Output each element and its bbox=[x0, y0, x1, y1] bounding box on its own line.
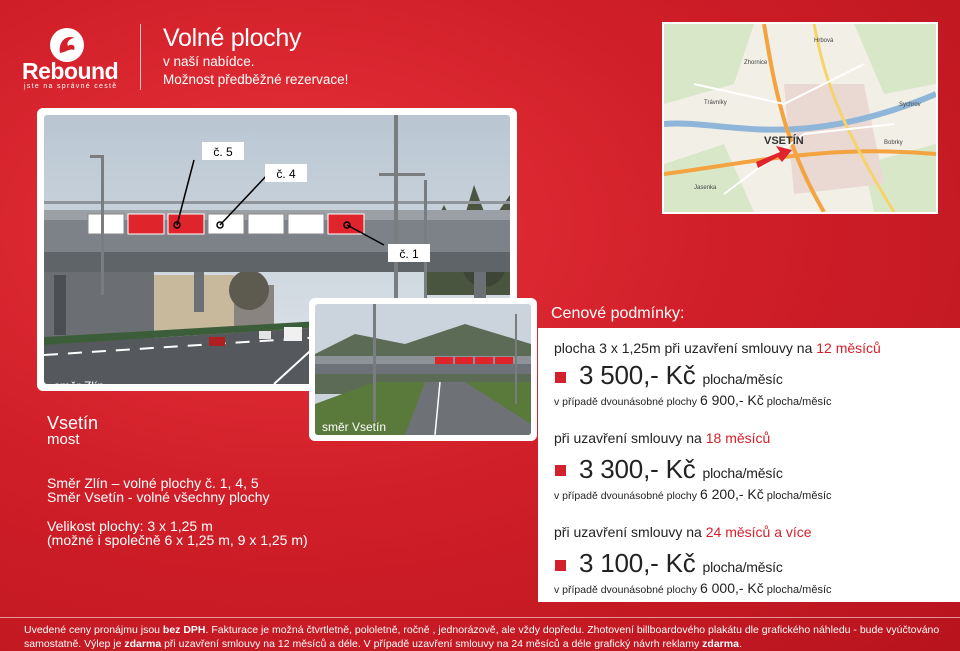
tier-18-bullet-icon bbox=[555, 465, 566, 476]
tier-18-condition: při uzavření smlouvy na 18 měsíců bbox=[554, 430, 771, 446]
surface-size-combined: (možné i společně 6 x 1,25 m, 9 x 1,25 m) bbox=[47, 532, 308, 548]
svg-text:Zhornice: Zhornice bbox=[744, 60, 768, 66]
footer-terms: Uvedené ceny pronájmu jsou bez DPH. Fakturace je možná čtvrtletně, pololetně, ročně , jednorázově, ale vždy dopředu. Zhotovení billboardového plakátu dle grafického náhledu - bude vyúčtováno samostatně. Výlep je zdarma při uzavření smlouvy na 12 měsíců a déle. V případě uzavření smlouvy na 24 měsíců a déle grafický návrh reklamy zdarma. bbox=[24, 624, 940, 650]
page-title: Volné plochy bbox=[163, 24, 302, 52]
tier-24-double-price: v případě dvounásobné plochy 6 000,- Kč plocha/měsíc bbox=[554, 580, 832, 596]
rebound-logo[interactable] bbox=[22, 28, 118, 98]
svg-text:Sychrov: Sychrov bbox=[899, 102, 921, 108]
logo-wordmark: Rebound bbox=[22, 58, 119, 84]
map-city-label: VSETÍN bbox=[764, 135, 804, 147]
page-subtitle-reservation: Možnost předběžné rezervace! bbox=[163, 72, 349, 87]
tier-12-price: 3 500,- Kč plocha/měsíc bbox=[579, 360, 783, 390]
tier-12-condition: plocha 3 x 1,25m při uzavření smlouvy na 12 měsíců bbox=[554, 340, 881, 356]
billboard-label-c4: č. 4 bbox=[276, 167, 296, 181]
page-subtitle: v naší nabídce. bbox=[163, 54, 255, 69]
logo-tagline: jste na správné cestě bbox=[24, 83, 118, 90]
location-title: Vsetín bbox=[47, 413, 99, 433]
svg-text:Bobrky: Bobrky bbox=[884, 140, 903, 146]
availability-vsetin: Směr Vsetín - volné všechny plochy bbox=[47, 489, 270, 505]
tier-24-price: 3 100,- Kč plocha/měsíc bbox=[579, 548, 783, 578]
availability-zlin: Směr Zlín – volné plochy č. 1, 4, 5 bbox=[47, 475, 259, 491]
direction-label-zlin: směr Zlín bbox=[54, 379, 105, 393]
tier-24-condition: při uzavření smlouvy na 24 měsíců a více bbox=[554, 524, 812, 540]
tier-12-double-price: v případě dvounásobné plochy 6 900,- Kč plocha/měsíc bbox=[554, 392, 832, 408]
footer-divider bbox=[0, 617, 960, 618]
svg-text:Jasenka: Jasenka bbox=[694, 185, 717, 191]
header-divider bbox=[140, 24, 141, 90]
direction-label-vsetin: směr Vsetín bbox=[322, 420, 387, 434]
tier-24-bullet-icon bbox=[555, 560, 566, 571]
svg-text:Hrbová: Hrbová bbox=[814, 38, 834, 44]
pricing-title: Cenové podmínky: bbox=[551, 305, 685, 322]
tier-18-double-price: v případě dvounásobné plochy 6 200,- Kč plocha/měsíc bbox=[554, 486, 832, 502]
location-subtitle: most bbox=[47, 431, 80, 448]
tier-12-bullet-icon bbox=[555, 372, 566, 383]
billboard-label-c1: č. 1 bbox=[399, 247, 419, 261]
bridge-photo-vsetin bbox=[315, 304, 531, 435]
tier-18-price: 3 300,- Kč plocha/měsíc bbox=[579, 454, 783, 484]
billboard-label-c5: č. 5 bbox=[213, 145, 233, 159]
svg-text:Trávníky: Trávníky bbox=[704, 100, 727, 106]
surface-size: Velikost plochy: 3 x 1,25 m bbox=[47, 518, 213, 534]
location-map[interactable] bbox=[664, 24, 936, 212]
logo-mark-icon bbox=[50, 28, 84, 62]
